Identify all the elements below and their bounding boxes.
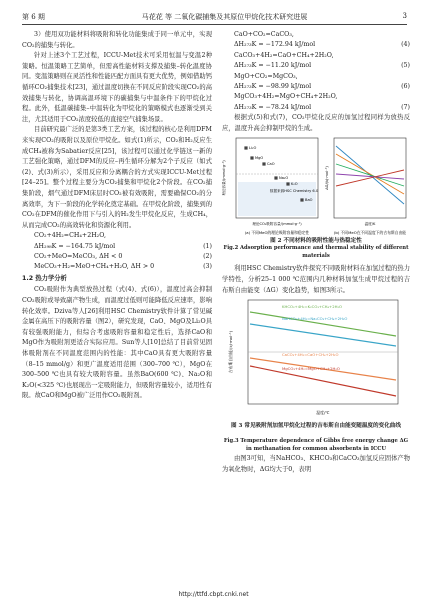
- paragraph: CO₂吸附作为典型放热过程（式(4)、式(6)），温度过高会抑制CO₂吸附或导致副产物生成，而温度过低则可能降低反应速率，影响转化效率。Dziva等人[26]利用HSC Chemistry软件计算了常见碱金属在高压下的吸附容量（图2），研究发现，CaO、MgO及Li₂O具有较强吸附能力，但综合考虑吸附容量和稳定性后，选择CaO和MgO作为吸附剂更适合实际应用。Sun等人[10]总结了目前常见固体吸附剂在不同温度范围内的性能：其中CaO具有更大吸附容量（8–15 mmol/g）和更广温度适用范围（300–700 ℃），MgO在300–500 ℃也具有较大吸附容量。虽然BaO(600 ℃)、Na₂O和K₂O(<325 ℃)也展现出一定吸附能力，但吸附容量较小，适用性有限。故CaO和MgO被广泛用作CO₂吸附剂。: [22, 286, 212, 400]
- scatter-point: [300, 199, 303, 202]
- running-title: 马花花 等 二氧化碳捕集及其原位甲烷化技术研究进展: [141, 13, 308, 21]
- paragraph: 3）使用双功能材料将吸附和转化功能集成于同一单元中，实现CO₂的捕集与转化。: [22, 31, 212, 49]
- paragraph: 目前研究最广泛的是第3类工艺方案，该过程的核心是利用DFM来实现CO₂的吸附以及原位甲烷化。如式(1)所示，CO₂和H₂反应生成CH₄被称为Sabatier反应[25]，该过程可以通过化学链这一新的工艺强化策略，通过DFM的反应–再生循环分解为2个子反应（如式(2)、式(3)所示），采用反应和分离耦合的方式实现ICCU-Met过程[24–25]。整个过程主要分为CO₂捕集和甲烷化2个阶段。在CO₂捕集阶段，烟气通过DFM床层时CO₂被有效吸附，需要确保CO₂的分离效率，为下一阶段的化学转化奠定基础。在甲烷化阶段，捕集到的CO₂在DFM的催化作用下与引入的H₂发生甲烷化反应，生成CH₄，从而完成CO₂的高效转化和资源化利用。: [22, 126, 212, 229]
- issue-number: 第 6 期: [22, 13, 45, 21]
- paragraph: 由图3可知，当NaHCO₃、KHCO₃和CaCO₃加氢反应固体产物为氧化物时，ΔG均大于0，表明: [222, 455, 410, 473]
- page-number: 3: [402, 12, 407, 20]
- scatter-point: [262, 163, 265, 166]
- paragraph: 根据式(5)和式(7)，CO₂甲烷化反应的加氢过程同样为放热反应，温度升高会抑制甲烷的生成。: [222, 114, 410, 132]
- scatter-point: [250, 157, 253, 160]
- equation-3: MeCO₃+H₂=MeO+CH₄+H₂O, ΔH > 0 (3): [34, 263, 212, 271]
- figure-2-caption-cn: 图 2 不同材料的吸附性能与热稳定性: [270, 238, 362, 245]
- scatter-label: Na₂O: [279, 176, 289, 181]
- equation-1-enthalpy: ΔH₂₉₈K = −164.75 kJ/mol (1): [34, 242, 212, 250]
- figure-3-ylabel: 吉布斯自由能/(kJ·mol⁻¹): [228, 331, 233, 374]
- series-line: [250, 324, 396, 346]
- panel-b-xlabel: 温度/K: [364, 222, 376, 227]
- panel-a-caption: (a) 不同MeO的理论吸附容量和稳定性: [244, 230, 310, 236]
- left-column: [22, 30, 212, 402]
- scatter-label: CaO: [267, 162, 275, 167]
- figure-3-caption-cn: 图 3 常见吸附剂加氢甲烷化过程的吉布斯自由能变随温度的变化曲线: [230, 423, 401, 430]
- equation-7: MgCO₃+4H₂=MgO+CH₄+2H₂O,: [234, 93, 338, 101]
- panel-b-lines: [336, 146, 404, 204]
- scatter-label: MgO: [255, 156, 264, 161]
- scatter-label: BaO: [305, 198, 313, 203]
- panel-b-ylabel: ΔG/(kJ·mol⁻¹): [325, 166, 329, 191]
- equation-2: CO₂+MeO=MeCO₃, ΔH < 0 (2): [34, 253, 212, 261]
- figure-3: [222, 296, 410, 454]
- scatter-label: Li₂O: [249, 146, 257, 151]
- figure-3-series: [250, 304, 396, 396]
- series-label: MgCO₃+4H₂=MgO+CH₄+2H₂O: [282, 366, 340, 372]
- series-label: CaCO₃+4H₂=CaO+CH₄+2H₂O: [282, 352, 339, 358]
- panel-a-ylabel: 理论容量/(mmol·g⁻¹): [222, 160, 226, 196]
- scatter-point: [274, 177, 277, 180]
- paragraph: 利用HSC Chemistry软件探究不同吸附材料在加氢过程的热力学特性，分析25–1 000 ℃范围内几种材料加氢生成甲烷过程的吉布斯自由能变（ΔG）变化趋势，如图3所示。: [222, 265, 410, 294]
- panel-a-source: 数据来源HSC Chemistry 6.0: [269, 189, 319, 194]
- figure-2-caption-en: Fig.2 Adsorption performance and thermal stability of different materials: [223, 245, 409, 259]
- section-heading: 1.2 热力学分析: [22, 274, 67, 282]
- right-column: [222, 30, 410, 475]
- equation-4: CaO+CO₂=CaCO₃,: [234, 31, 294, 38]
- paragraph: 针对上述3个工艺过程，ICCU-Met技术可采用恒温与变温2种策略。恒温策略工艺简单，但需高性能材料支撑及捕集–转化温度协同。变温策略则在灵活性和性能匹配方面具有更大优势，例如借助钙循环CO₂捕集技术[23]，通过温度切换在不同反应阶段实现CO₂的高效捕集与转化，协调高温环境下的碳捕集与中温条件下的甲烷化过程。此外，低温碳捕集–中温转化为甲烷化的策略模式也逐渐受到关注，尤其适用于CO₂浓度较低的直接空气捕集场景。: [22, 52, 212, 123]
- equation-4-enthalpy: ΔH₂₇₃K = −172.94 kJ/mol (4): [234, 41, 410, 49]
- equation-6: MgO+CO₂=MgCO₃,: [234, 72, 298, 80]
- equation-5: CaCO₃+4H₂=CaO+CH₄+2H₂O,: [234, 51, 334, 59]
- figure-3-caption-en: Fig.3 Temperature dependence of Gibbs free energy change ΔG in methanation for common absorbents in ICCU: [223, 438, 409, 452]
- panel-a-xlabel: 理论CO₂吸附容量/(mmol·g⁻¹): [252, 222, 302, 227]
- page-header: [22, 10, 407, 25]
- series-label: NaHCO₃+4H₂=Na₂CO₃+CH₄+2H₂O: [282, 316, 348, 322]
- scatter-point: [244, 147, 247, 150]
- figure-3-graphic: [222, 296, 410, 420]
- equation-1: CO₂+4H₂=CH₄+2H₂O,: [34, 232, 107, 240]
- equation-7-enthalpy: ΔH₂₇₃K = −78.24 kJ/mol (7): [234, 103, 410, 111]
- figure-3-xlabel: 温度/℃: [316, 410, 330, 416]
- equation-6-enthalpy: ΔH₂₇₃K = −98.99 kJ/mol (6): [234, 82, 410, 90]
- panel-b-caption: (b) 不同MeO在不同温度下的吉布斯自由能: [333, 230, 407, 236]
- series-label: KHCO₃+4H₂=K₂CO₃+CH₄+2H₂O: [282, 304, 343, 310]
- footer-url: http://ttfd.cbpt.cnki.net: [178, 591, 249, 598]
- equation-5-enthalpy: ΔH₂₇₃K = −11.20 kJ/mol (5): [234, 62, 410, 70]
- panel-b-line: [336, 154, 404, 194]
- scatter-label: K₂O: [291, 182, 298, 187]
- figure-2: [222, 134, 410, 259]
- scatter-point: [286, 183, 289, 186]
